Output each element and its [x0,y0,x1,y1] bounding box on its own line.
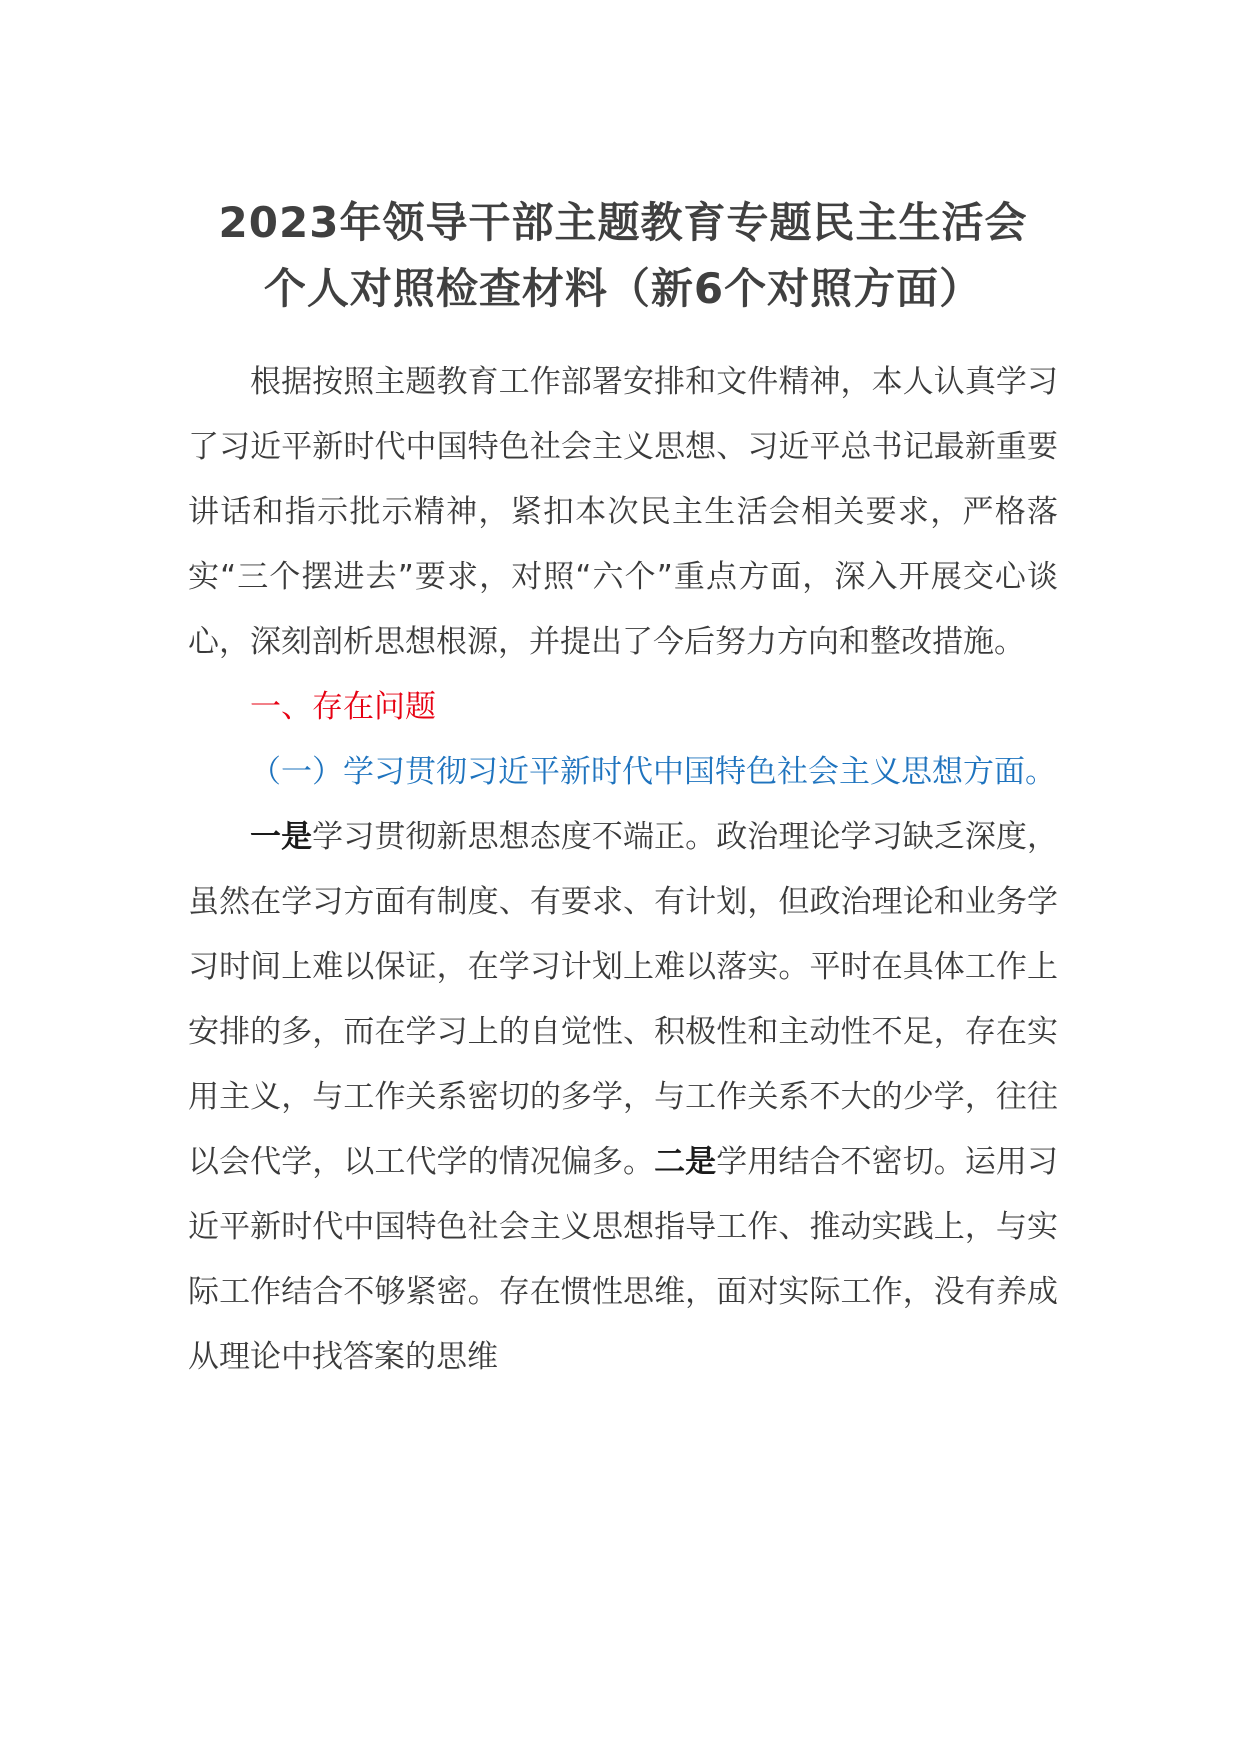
subsection-heading-study: （一）学习贯彻习近平新时代中国特色社会主义思想方面。 [250,754,1056,790]
point-2-text: 学用结合不密切。运用习近平新时代中国特色社会主义思想指导工作、推动实践上，与实际工作结合不够紧密。存在惯性思维，面对实际工作，没有养成从理论中找答案的思维 [188,1144,1059,1375]
section-heading-problems: 一、存在问题 [250,689,436,725]
point-1-text: 学习贯彻新思想态度不端正。政治理论学习缺乏深度，虽然在学习方面有制度、有要求、有计划，但政治理论和业务学习时间上难以保证，在学习计划上难以落实。平时在具体工作上安排的多，而在学习上的自觉性、积极性和主动性不足，存在实用主义，与工作关系密切的多学，与工作关系不大的少学，往往以会代学，以工代学的情况偏多。 [188,819,1059,1180]
title-line-1: 2023年领导干部主题教育专题民主生活会 [218,198,1028,247]
point-2-label: 二是 [654,1144,717,1180]
point-1-label: 一是 [250,819,313,855]
title-line-2: 个人对照检查材料（新6个对照方面） [263,264,983,313]
document-page [188,190,1058,1390]
document-body [188,350,1058,1390]
problem-points-paragraph [188,805,1058,1390]
document-title [188,190,1058,322]
intro-paragraph: 根据按照主题教育工作部署安排和文件精神，本人认真学习了习近平新时代中国特色社会主义思想、习近平总书记最新重要讲话和指示批示精神，紧扣本次民主生活会相关要求，严格落实“三个摆进去”要求，对照“六个”重点方面，深入开展交心谈心，深刻剖析思想根源，并提出了今后努力方向和整改措施。 [188,364,1058,660]
